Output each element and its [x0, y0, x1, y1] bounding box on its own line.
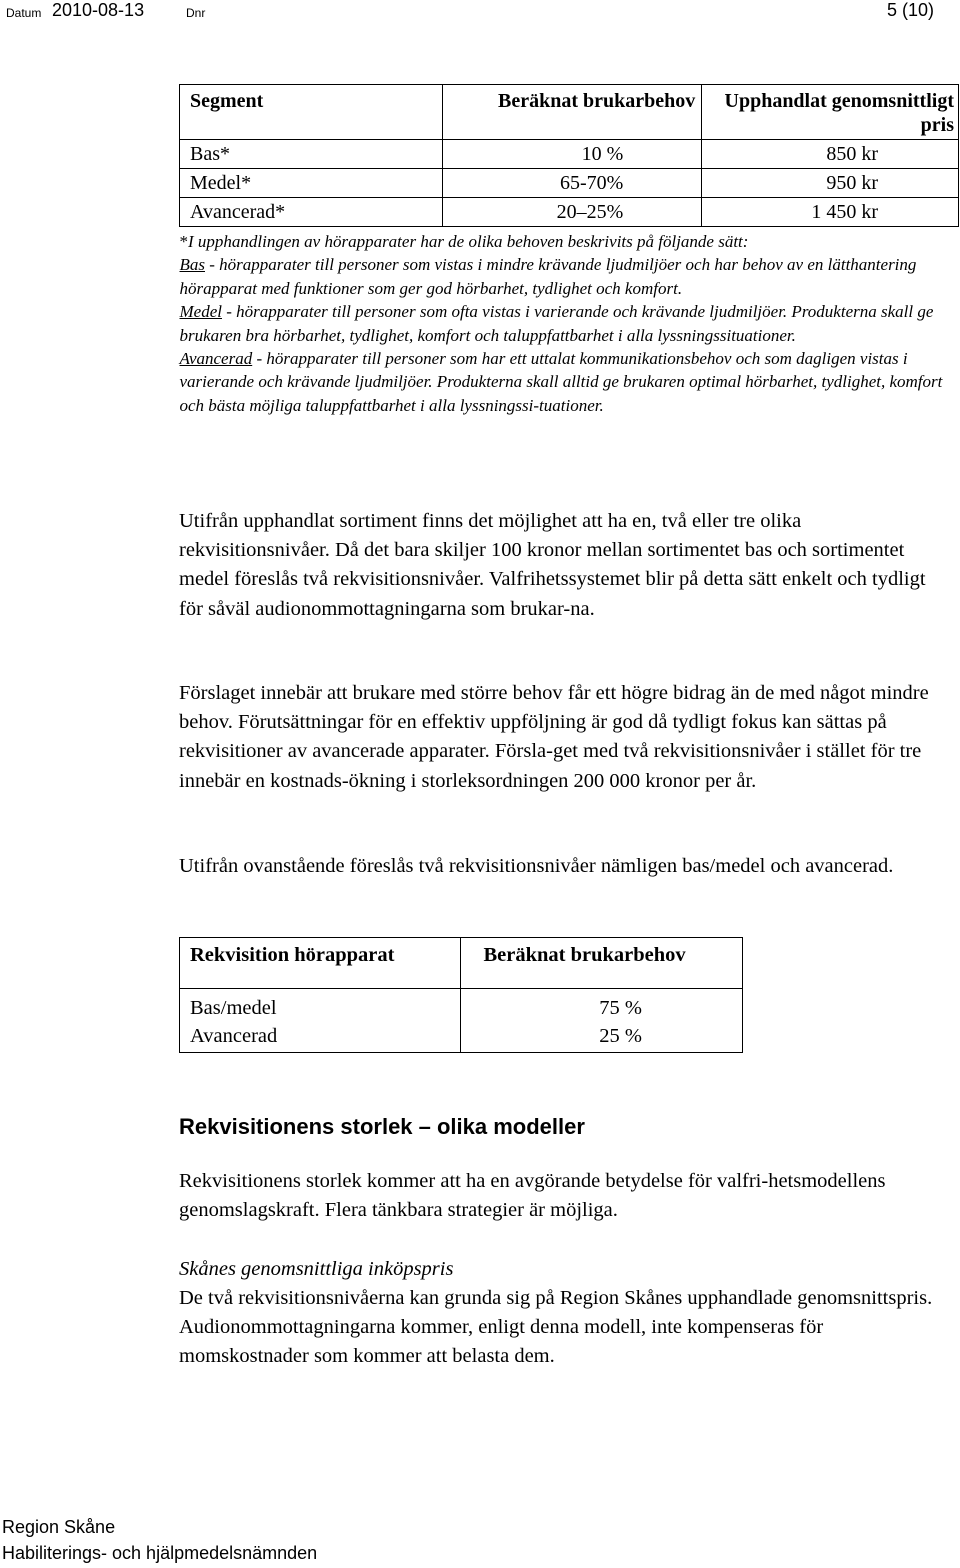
avancerad-description: - hörapparater till personer som har ett uttalat kommunikationsbehov och som dagligen vistas i varierande och krävande ljudmiljöer. Produkterna skall alltid ge brukaren optimal hörbarhet, tydlighet, komfort och bästa möjliga taluppfattbarhet i alla lyssningssi-tuationer. [179, 349, 943, 415]
page-number: 5 (10) [886, 0, 934, 20]
requisition-value-cell: 75 % [461, 989, 743, 1023]
table-row [180, 140, 959, 169]
column-header: Beräknat brukarbehov [461, 938, 743, 989]
requisition-table [179, 937, 743, 1053]
requisition-value-cell: 25 % [461, 1022, 743, 1053]
footer-committee: Habiliterings- och hjälpmedelsnämnden [2, 1543, 318, 1563]
table-header-row [180, 85, 959, 140]
medel-term: Medel [179, 302, 222, 322]
footnote-star: * [179, 232, 188, 251]
pris-cell: 950 kr [702, 169, 959, 198]
table-header-row [180, 938, 743, 989]
segment-cell: Bas* [180, 140, 443, 169]
bas-term: Bas [179, 255, 205, 275]
document-date: 2010-08-13 [52, 0, 145, 20]
section-subheading: Skånes genomsnittliga inköpspris [179, 1258, 454, 1280]
segment-cell: Medel* [180, 169, 443, 198]
behov-cell: 65-70% [442, 169, 702, 198]
pris-cell: 850 kr [702, 140, 959, 169]
requisition-name-cell: Bas/medel [180, 989, 461, 1023]
segment-table [179, 84, 959, 423]
footer-organization: Region Skåne [2, 1517, 116, 1537]
column-header: Segment [180, 85, 443, 140]
datum-label: Datum [6, 6, 42, 20]
table-row [180, 989, 743, 1023]
column-header: Upphandlat genomsnittligt pris [702, 85, 959, 140]
paragraph: Utifrån ovanstående föreslås två rekvisitionsnivåer nämligen bas/medel och avancerad. [179, 855, 894, 877]
dnr-label: Dnr [186, 6, 206, 20]
behov-cell: 10 % [442, 140, 702, 169]
behov-cell: 20–25% [442, 198, 702, 227]
table-row [180, 169, 959, 198]
requisition-name-cell: Avancerad [180, 1022, 461, 1053]
page-footer [2, 1514, 317, 1566]
medel-description: - hörapparater till personer som ofta vistas i varierande och krävande ljudmiljöer. Produkterna skall ge brukaren bra hörbarhet, tydlighet, komfort och taluppfattbarhet i alla lyssningssituationer. [179, 302, 934, 345]
footnote-intro: I upphandlingen av hörapparater har de olika behoven beskrivits på följande sätt: [188, 232, 749, 251]
bas-description: - hörapparater till personer som vistas i mindre krävande ljudmiljöer och har behov av en lätthantering hörapparat med funktioner som ger god hörbarhet, tydlighet och komfort. [179, 255, 917, 298]
subsection-paragraph: De två rekvisitionsnivåerna kan grunda sig på Region Skånes upphandlade genomsnittspris. Audionommottagningarna kommer, enligt denna modell, inte kompenseras för momskostnader som kommer att belasta dem. [179, 1287, 933, 1368]
segment-cell: Avancerad* [180, 198, 443, 227]
table-note-row [180, 227, 959, 424]
table-footnote [180, 227, 959, 424]
column-header: Rekvisition hörapparat [180, 938, 461, 989]
column-header: Beräknat brukarbehov [442, 85, 702, 140]
paragraph: Förslaget innebär att brukare med större behov får ett högre bidrag än de med något mindre behov. Förutsättningar för en effektiv uppföljning är god då tydligt fokus kan sättas på rekvisitioner av avancerade apparater. Försla-get med två rekvisitionsnivåer i stället för tre innebär en kostnads-ökning i storleksordningen 200 000 kronor per år. [179, 682, 929, 792]
paragraph: Utifrån upphandlat sortiment finns det möjlighet att ha en, två eller tre olika rekvisitionsnivåer. Då det bara skiljer 100 kronor mellan sortimentet bas och sortimentet medel föreslås två rekvisitionsnivåer. Valfrihetssystemet blir på detta sätt enkelt och tydligt för såväl audionommottagningarna som brukar-na. [179, 510, 926, 620]
section-heading: Rekvisitionens storlek – olika modeller [179, 1114, 585, 1139]
page-header [0, 0, 960, 30]
pris-cell: 1 450 kr [702, 198, 959, 227]
section-paragraph: Rekvisitionens storlek kommer att ha en avgörande betydelse för valfri-hetsmodellens genomslagskraft. Flera tänkbara strategier är möjliga. [179, 1170, 886, 1222]
avancerad-term: Avancerad [179, 349, 253, 369]
table-row [180, 1022, 743, 1053]
table-row [180, 198, 959, 227]
